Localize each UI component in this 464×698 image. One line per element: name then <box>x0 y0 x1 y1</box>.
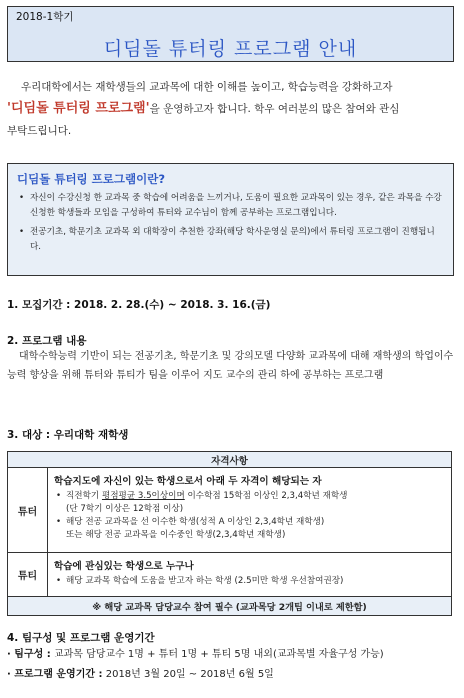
tutee-criteria-list <box>54 575 445 588</box>
section-program-content-heading: 2. 프로그램 내용 <box>7 335 87 347</box>
team-label: · 팀구성 : <box>7 649 51 660</box>
page-title: 디딤돌 튜터링 프로그램 안내 <box>103 38 358 60</box>
tutor-criteria-list <box>54 490 445 542</box>
section-recruit-period <box>7 297 270 312</box>
intro-paragraph <box>7 76 454 142</box>
tutor-criterion: • 해당 전공 교과목을 선 이수한 학생(성적 A 이상인 2,3,4학년 재학생) <box>54 516 445 529</box>
definition-item: • 자신이 수강신청 한 교과목 중 학습에 어려움을 느끼거나, 도움이 필요한 교과목이 있는 경우, 같은 과목을 수강 신청한 학생들과 모임을 구성하여 튜터와 교수님이 함께 공부하는 프로그램입니다. <box>18 191 445 222</box>
intro-line-1: 우리대학에서는 재학생들의 교과목에 대한 이해를 높이고, 학습능력을 강화하고자 <box>21 81 393 93</box>
role-tutee: 튜티 <box>8 553 48 597</box>
professor-note: ※ 해당 교과목 담당교수 참여 필수 (교과목당 2개팀 이내로 제한함) <box>8 597 452 616</box>
definition-item: • 전공기초, 학문기초 교과목 외 대학장이 추천한 강좌(해당 학사운영실 문의)에서 튜터링 프로그램이 진행됩니다. <box>18 225 445 256</box>
tutor-criterion <box>54 490 445 503</box>
tutee-heading: 학습에 관심있는 학생으로 누구나 <box>54 561 194 572</box>
period-label: · 프로그램 운영기간 : <box>7 669 103 680</box>
program-name-highlight: '디딤돌 튜터링 프로그램' <box>7 101 150 116</box>
tutor-criterion-text: 이수학점 15학점 이상인 2,3,4학년 재학생 <box>184 491 348 501</box>
term-label: 2018-1학기 <box>16 11 74 23</box>
tutor-criterion-note: (단 7학기 이상은 12학점 이상) <box>66 504 184 514</box>
eligibility-header: 자격사항 <box>8 452 452 468</box>
team-composition <box>7 646 384 664</box>
team-value: 교과목 담당교수 1명 + 튜터 1명 + 튜티 5명 내외(교과목별 자율구성 가능) <box>53 649 384 660</box>
table-row-tutor <box>8 468 452 553</box>
target-value: 우리대학 재학생 <box>53 429 129 441</box>
definition-list <box>18 191 445 259</box>
tutor-qualifications <box>48 468 452 553</box>
program-definition-box <box>7 163 454 276</box>
section-target <box>7 427 128 442</box>
intro-line-2-rest: 을 운영하고자 합니다. 학우 여러분의 많은 참여와 관심 <box>149 103 400 115</box>
operation-period <box>7 666 274 684</box>
role-tutor: 튜터 <box>8 468 48 553</box>
tutor-heading: 학습지도에 자신이 있는 학생으로서 아래 두 자격이 해당되는 자 <box>54 476 322 487</box>
gpa-requirement: 평점평균 3.5이상이며 <box>101 491 185 501</box>
intro-line-3: 부탁드립니다. <box>7 125 72 137</box>
program-content-body: 대학수학능력 기반이 되는 전공기초, 학문기초 및 강의모델 다양화 교과목에 대해 재학생의 학업이수능력 향상을 위해 튜터와 튜티가 팀을 이루어 지도 교수의 관리 하에 공부하는 프로그램 <box>7 351 454 381</box>
table-row-tutee <box>8 553 452 597</box>
eligibility-table <box>7 451 452 616</box>
section-team-period-heading: 4. 팀구성 및 프로그램 운영기간 <box>7 632 155 644</box>
recruit-period-value: 2018. 2. 28.(수) ~ 2018. 3. 16.(금) <box>74 299 271 311</box>
tutor-criterion-note: 또는 해당 전공 교과목을 이수중인 학생(2,3,4학년 재학생) <box>66 530 286 540</box>
title-box <box>7 6 454 62</box>
recruit-period-label: 1. 모집기간 : <box>7 299 71 311</box>
period-value: 2018년 3월 20일 ~ 2018년 6월 5일 <box>105 669 274 680</box>
target-label: 3. 대상 : <box>7 429 51 441</box>
intro-line-2 <box>7 98 454 120</box>
tutee-criterion: • 해당 교과목 학습에 도움을 받고자 하는 학생 (2.5미만 학생 우선참여권장) <box>54 575 445 588</box>
tutee-qualifications <box>48 553 452 597</box>
definition-title: 디딤돌 튜터링 프로그램이란? <box>17 172 165 186</box>
tutor-criterion-text: 직전학기 <box>66 491 102 501</box>
